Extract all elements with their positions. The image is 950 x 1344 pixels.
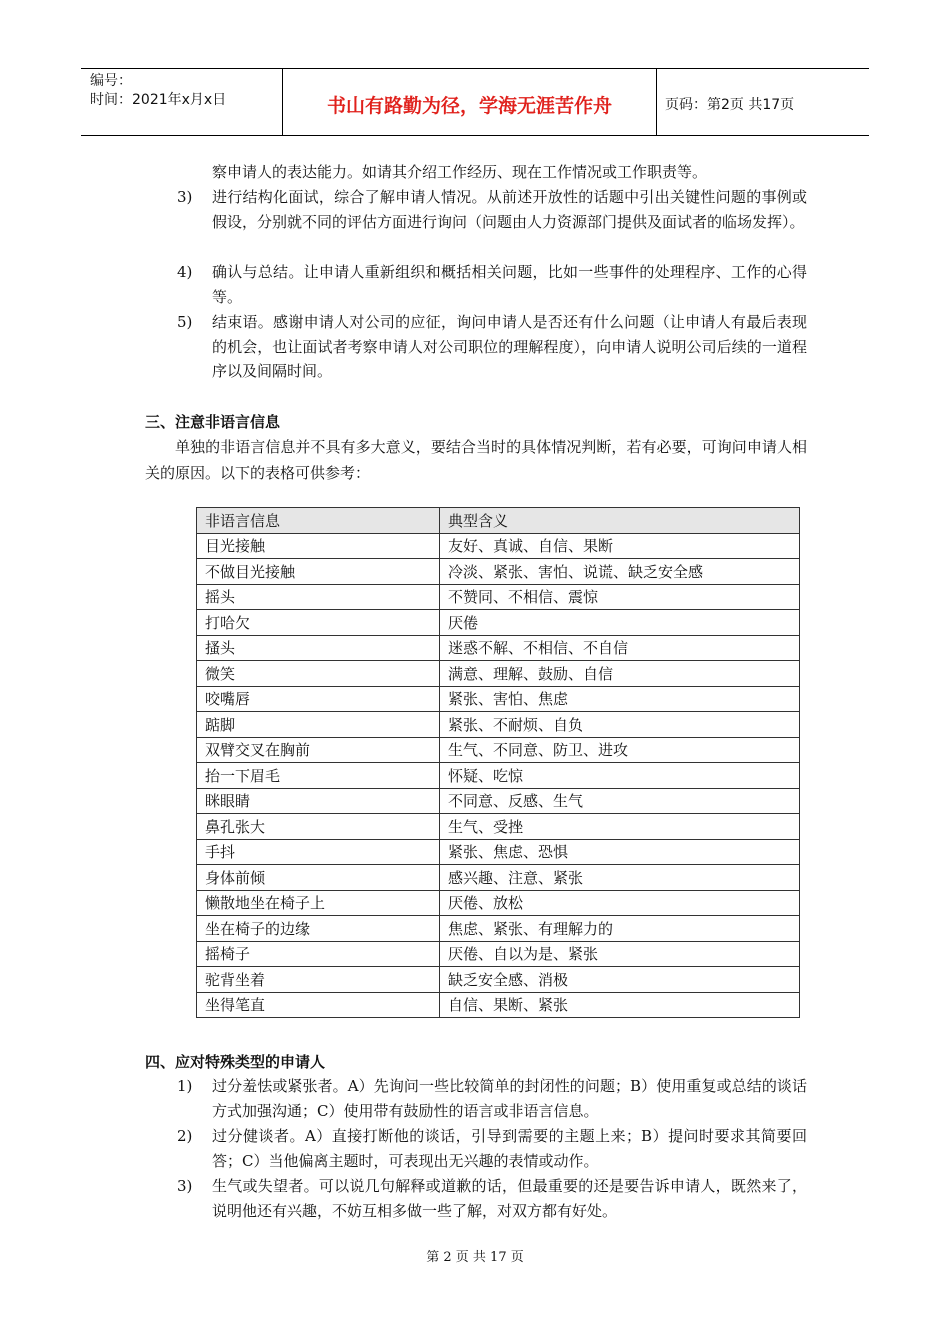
table-cell: 双臂交叉在胸前: [197, 737, 440, 763]
list-item-number: 1): [177, 1077, 193, 1095]
list-item: [177, 310, 807, 384]
list-item-text: 生气或失望者。可以说几句解释或道歉的话，但最重要的还是要告诉申请人，既然来了，说明他还有兴趣，不妨互相多做一些了解，对双方都有好处。: [212, 1177, 807, 1220]
table-row: [197, 916, 800, 942]
table-row: [197, 533, 800, 559]
table-row: [197, 890, 800, 916]
table-cell: 鼻孔张大: [197, 814, 440, 840]
column-header: 典型含义: [440, 508, 800, 534]
table-row: [197, 992, 800, 1018]
table-cell: 微笑: [197, 661, 440, 687]
table-cell: 厌倦、自以为是、紧张: [440, 941, 800, 967]
header-meta: [81, 69, 283, 135]
header-motto: 书山有路勤为径，学海无涯苦作舟: [283, 69, 657, 135]
table-cell: 不同意、反感、生气: [440, 788, 800, 814]
list-item-text: 过分羞怯或紧张者。A）先询问一些比较简单的封闭性的问题；B）使用重复或总结的谈话方式加强沟通；C）使用带有鼓励性的语言或非语言信息。: [212, 1077, 807, 1120]
table-cell: 身体前倾: [197, 865, 440, 891]
table-cell: 摇头: [197, 584, 440, 610]
list-item-text: 确认与总结。让申请人重新组织和概括相关问题，比如一些事件的处理程序、工作的心得等。: [212, 263, 807, 306]
table-cell: 迷惑不解、不相信、不自信: [440, 635, 800, 661]
list-item-number: 5): [177, 313, 193, 331]
table-cell: 自信、果断、紧张: [440, 992, 800, 1018]
table-cell: 眯眼睛: [197, 788, 440, 814]
table-row: [197, 661, 800, 687]
table-cell: 生气、受挫: [440, 814, 800, 840]
header-page-number: 页码：第2页 共17页: [665, 97, 795, 113]
table-cell: 生气、不同意、防卫、进攻: [440, 737, 800, 763]
table-cell: 厌倦: [440, 610, 800, 636]
table-row: [197, 635, 800, 661]
table-row: [197, 788, 800, 814]
table-row: [197, 712, 800, 738]
list-item: [177, 185, 807, 234]
table-cell: 手抖: [197, 839, 440, 865]
table-cell: 坐在椅子的边缘: [197, 916, 440, 942]
table-cell: 焦虑、紧张、有理解力的: [440, 916, 800, 942]
table-cell: 紧张、焦虑、恐惧: [440, 839, 800, 865]
list-item-number: 3): [177, 188, 193, 206]
table-cell: 驼背坐着: [197, 967, 440, 993]
table-cell: 懒散地坐在椅子上: [197, 890, 440, 916]
table-cell: 友好、真诚、自信、果断: [440, 533, 800, 559]
nonverbal-table: [196, 507, 800, 1018]
table-cell: 不赞同、不相信、震惊: [440, 584, 800, 610]
list-item-number: 3): [177, 1177, 193, 1195]
list-item-text: 过分健谈者。A）直接打断他的谈话，引导到需要的主题上来；B）提问时要求其简要回答；C）当他偏离主题时，可表现出无兴趣的表情或动作。: [212, 1127, 807, 1170]
table-header-row: [197, 508, 800, 534]
table-cell: 满意、理解、鼓励、自信: [440, 661, 800, 687]
table-row: [197, 686, 800, 712]
table-row: [197, 763, 800, 789]
document-number-label: 编号：: [90, 73, 132, 89]
table-cell: 冷淡、紧张、害怕、说谎、缺乏安全感: [440, 559, 800, 585]
table-cell: 紧张、害怕、焦虑: [440, 686, 800, 712]
document-date-label: 时间：2021年x月x日: [90, 92, 227, 108]
list-item-number: 4): [177, 263, 193, 281]
table-cell: 抬一下眉毛: [197, 763, 440, 789]
table-cell: 怀疑、吃惊: [440, 763, 800, 789]
table-row: [197, 814, 800, 840]
list-item-number: 2): [177, 1127, 193, 1145]
list-item: [177, 1174, 807, 1223]
table-cell: 感兴趣、注意、紧张: [440, 865, 800, 891]
list-item: [177, 1124, 807, 1173]
table-row: [197, 941, 800, 967]
list-item: [177, 1074, 807, 1123]
page-header: [81, 68, 869, 136]
table-cell: 厌倦、放松: [440, 890, 800, 916]
table-row: [197, 584, 800, 610]
intro-continuation: 察申请人的表达能力。如请其介绍工作经历、现在工作情况或工作职责等。: [212, 163, 708, 181]
table-cell: 打哈欠: [197, 610, 440, 636]
list-item-text: 结束语。感谢申请人对公司的应征，询问申请人是否还有什么问题（让申请人有最后表现的机会，也让面试者考察申请人对公司职位的理解程度），向申请人说明公司后续的一道程序以及间隔时间。: [212, 313, 807, 380]
table-cell: 目光接触: [197, 533, 440, 559]
section-heading: 三、注意非语言信息: [145, 413, 281, 431]
list-item: [177, 260, 807, 309]
table-row: [197, 737, 800, 763]
section-paragraph: 单独的非语言信息并不具有多大意义，要结合当时的具体情况判断，若有必要，可询问申请人相关的原因。以下的表格可供参考：: [145, 438, 807, 482]
page-footer: 第 2 页 共 17 页: [426, 1250, 524, 1265]
table-cell: 缺乏安全感、消极: [440, 967, 800, 993]
list-item-text: 进行结构化面试，综合了解申请人情况。从前述开放性的话题中引出关键性问题的事例或假设，分别就不同的评估方面进行询问（问题由人力资源部门提供及面试者的临场发挥）。: [212, 188, 807, 231]
table-cell: 摇椅子: [197, 941, 440, 967]
table-cell: 踮脚: [197, 712, 440, 738]
column-header: 非语言信息: [197, 508, 440, 534]
table-cell: 坐得笔直: [197, 992, 440, 1018]
table-row: [197, 559, 800, 585]
table-cell: 搔头: [197, 635, 440, 661]
table-row: [197, 865, 800, 891]
table-cell: 咬嘴唇: [197, 686, 440, 712]
table-row: [197, 610, 800, 636]
table-row: [197, 839, 800, 865]
table-cell: 不做目光接触: [197, 559, 440, 585]
table-cell: 紧张、不耐烦、自负: [440, 712, 800, 738]
table-row: [197, 967, 800, 993]
section-heading: 四、应对特殊类型的申请人: [145, 1053, 326, 1071]
